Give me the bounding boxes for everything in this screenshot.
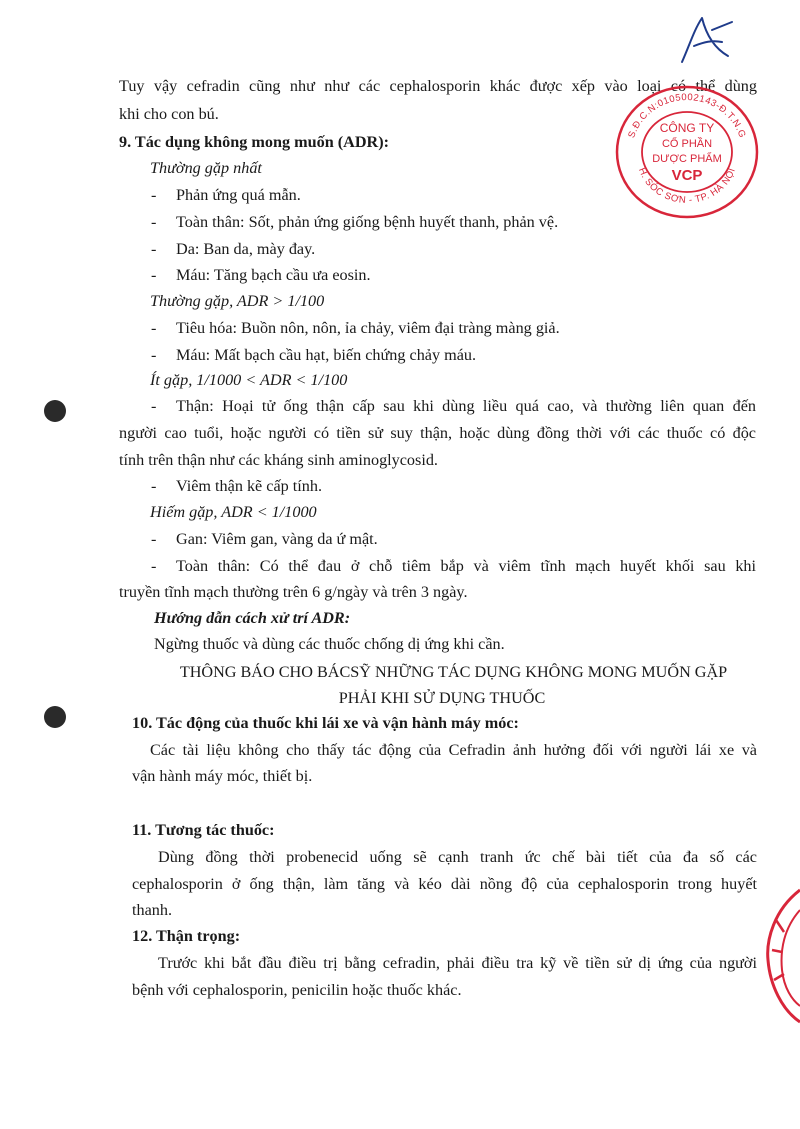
section-11-text-line2: cephalosporin ở ống thận, làm tăng và kéo dài nồng độ của cephalosporin trong huyết (132, 875, 757, 893)
bullet-dash: - (151, 240, 157, 258)
list-item: Phản ứng quá mẫn. (176, 186, 301, 204)
list-item: Viêm thận kẽ cấp tính. (176, 477, 323, 495)
subheading-rare: Hiếm gặp, ADR < 1/1000 (150, 503, 317, 521)
list-item: Da: Ban da, mày đay. (176, 240, 316, 258)
bullet-dash: - (151, 397, 157, 415)
bullet-dash: - (151, 213, 157, 231)
list-item: Máu: Tăng bạch cầu ưa eosin. (176, 266, 371, 284)
section-10-text-line1: Các tài liệu không cho thấy tác động của Cefradin ảnh hưởng đối với người lái xe và (150, 741, 757, 759)
seal-line1: CÔNG TY (659, 121, 715, 135)
seal-ring-top: S.Đ.C.N:0105002143-Đ.T.N.G (626, 91, 748, 140)
seal-ring-bottom: H. SÓC SƠN - TP. HÀ NỘI (635, 166, 739, 206)
adr-guidance-heading: Hướng dẫn cách xử trí ADR: (154, 609, 351, 627)
para-intro-line1: Tuy vậy cefradin cũng như như các cephalosporin khác được xếp vào loại có thể dùng (119, 77, 757, 95)
bullet-dash: - (151, 266, 157, 284)
list-item-continued: truyền tĩnh mạch thường trên 6 g/ngày và trên 3 ngày. (119, 583, 468, 601)
list-item: Thận: Hoại tử ống thận cấp sau khi dùng liều quá cao, và thường liên quan đến (176, 397, 756, 415)
punch-hole-top (44, 400, 66, 422)
section-12-heading: 12. Thận trọng: (132, 927, 241, 945)
section-9-heading: 9. Tác dụng không mong muốn (ADR): (119, 133, 390, 151)
bullet-dash: - (151, 477, 157, 495)
bullet-dash: - (151, 530, 157, 548)
notice-line1: THÔNG BÁO CHO BÁCSỸ NHỮNG TÁC DỤNG KHÔNG MONG MUỐN GẶP (179, 663, 728, 681)
bullet-dash: - (151, 557, 157, 575)
section-10-text-line2: vận hành máy móc, thiết bị. (132, 767, 313, 785)
section-11-heading: 11. Tương tác thuốc: (132, 821, 275, 839)
bullet-dash: - (151, 319, 157, 337)
section-11-text-line3: thanh. (132, 901, 173, 919)
adr-guidance-text: Ngừng thuốc và dùng các thuốc chống dị ứng khi cần. (154, 635, 505, 653)
section-12-text-line2: bệnh với cephalosporin, penicilin hoặc thuốc khác. (132, 981, 462, 999)
list-item: Tiêu hóa: Buồn nôn, nôn, ỉa chảy, viêm đại tràng màng giả. (176, 319, 560, 337)
notice-line2: PHẢI KHI SỬ DỤNG THUỐC (338, 689, 546, 707)
list-item: Gan: Viêm gan, vàng da ứ mật. (176, 530, 378, 548)
subheading-most-common: Thường gặp nhất (150, 159, 262, 177)
signature-mark (672, 12, 742, 72)
punch-hole-bottom (44, 706, 66, 728)
partial-seal-edge (762, 880, 800, 1030)
list-item: Máu: Mất bạch cầu hạt, biến chứng chảy máu. (176, 346, 477, 364)
seal-line3: DƯỢC PHẨM (652, 153, 722, 165)
section-11-text-line1: Dùng đồng thời probenecid uống sẽ cạnh tranh ức chế bài tiết của đa số các (158, 848, 757, 866)
company-seal (612, 82, 762, 222)
section-10-heading: 10. Tác động của thuốc khi lái xe và vận hành máy móc: (132, 714, 519, 732)
list-item: Toàn thân: Sốt, phản ứng giống bệnh huyết thanh, phản vệ. (176, 213, 559, 231)
subheading-common: Thường gặp, ADR > 1/100 (150, 292, 325, 310)
bullet-dash: - (151, 186, 157, 204)
subheading-uncommon: Ít gặp, 1/1000 < ADR < 1/100 (150, 371, 348, 389)
list-item-continued: người cao tuổi, hoặc người có tiền sử suy thận, hoặc dùng đồng thời với các thuốc có độc (119, 424, 756, 442)
seal-line4: VCP (671, 167, 703, 184)
list-item: Toàn thân: Có thể đau ở chỗ tiêm bắp và viêm tĩnh mạch huyết khối sau khi (176, 557, 756, 575)
list-item-continued: tính trên thận như các kháng sinh aminoglycosid. (119, 451, 438, 469)
section-12-text-line1: Trước khi bắt đầu điều trị bằng cefradin, phải điều tra kỹ về tiền sử dị ứng của người (158, 954, 757, 972)
para-intro-line2: khi cho con bú. (119, 105, 219, 123)
bullet-dash: - (151, 346, 157, 364)
seal-line2: CỔ PHẦN (661, 138, 713, 150)
